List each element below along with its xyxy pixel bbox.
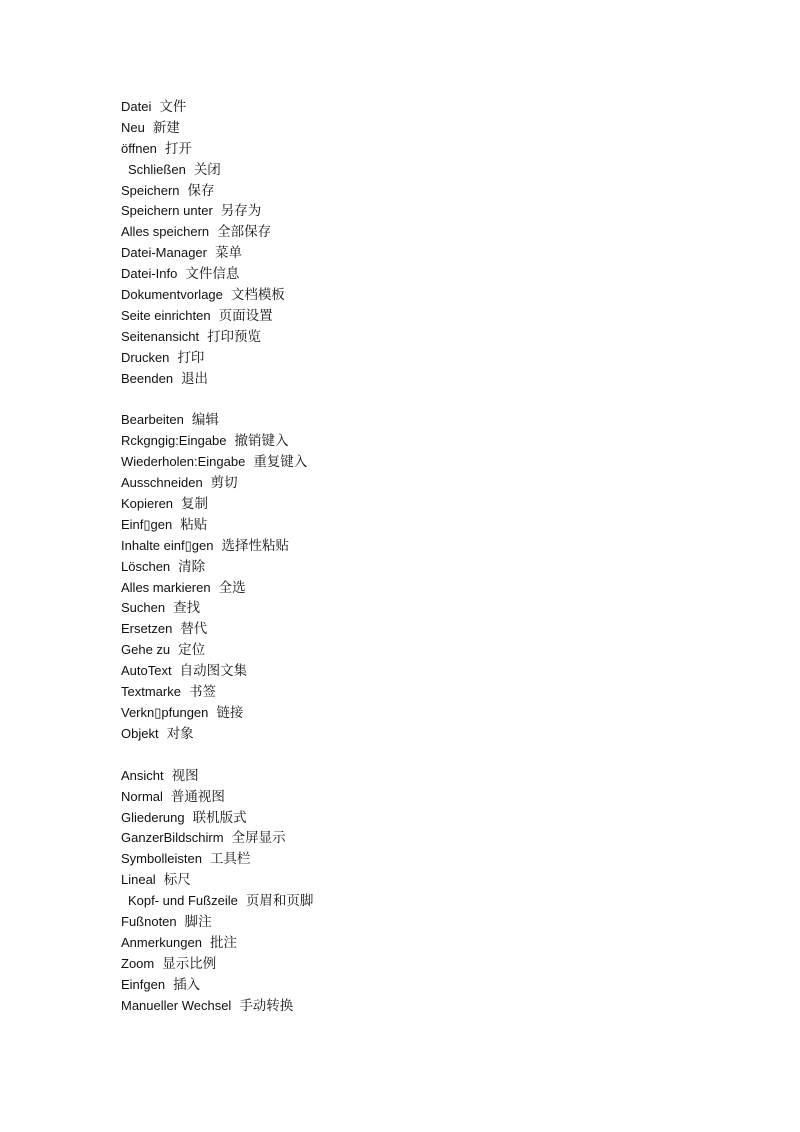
chinese-translation: 清除 bbox=[178, 558, 206, 575]
chinese-translation: 对象 bbox=[166, 725, 194, 742]
german-term: Seitenansicht bbox=[121, 328, 200, 344]
chinese-translation: 粘贴 bbox=[180, 516, 208, 533]
glossary-entry bbox=[121, 703, 721, 724]
glossary-entry bbox=[121, 682, 721, 703]
chinese-translation: 查找 bbox=[173, 600, 201, 617]
glossary-entry bbox=[121, 954, 721, 975]
german-term: Normal bbox=[121, 788, 163, 804]
chinese-translation: 显示比例 bbox=[162, 955, 217, 972]
chinese-translation: 工具栏 bbox=[209, 851, 251, 868]
glossary-entry bbox=[121, 264, 721, 285]
german-term: Manueller Wechsel bbox=[121, 997, 232, 1013]
glossary-entry bbox=[121, 243, 721, 264]
glossary-entry bbox=[121, 640, 721, 661]
glossary-entry bbox=[121, 996, 721, 1017]
german-term: Drucken bbox=[121, 349, 170, 365]
german-term: Beenden bbox=[121, 370, 174, 386]
glossary-entry bbox=[121, 870, 721, 891]
german-term: Zoom bbox=[121, 955, 155, 971]
german-term: Suchen bbox=[121, 600, 166, 616]
chinese-translation: 自动图文集 bbox=[179, 663, 248, 680]
glossary-entry bbox=[121, 285, 721, 306]
chinese-translation: 书签 bbox=[188, 684, 216, 701]
glossary-entry bbox=[121, 787, 721, 808]
german-term: Seite einrichten bbox=[121, 307, 211, 323]
glossary-entry bbox=[121, 891, 721, 912]
chinese-translation: 关闭 bbox=[193, 161, 221, 178]
glossary-document bbox=[121, 97, 721, 1016]
glossary-entry bbox=[121, 578, 721, 599]
glossary-entry bbox=[121, 598, 721, 619]
glossary-entry bbox=[121, 849, 721, 870]
chinese-translation: 全部保存 bbox=[217, 224, 272, 241]
german-term: Inhalte einf▯gen bbox=[121, 537, 214, 553]
german-term: Ersetzen bbox=[121, 621, 173, 637]
german-term: Einf▯gen bbox=[121, 516, 173, 532]
chinese-translation: 剪切 bbox=[210, 475, 238, 492]
german-term: Objekt bbox=[121, 725, 159, 741]
chinese-translation: 文件 bbox=[159, 99, 187, 115]
chinese-translation: 打印预览 bbox=[207, 328, 262, 345]
glossary-section bbox=[121, 97, 721, 389]
chinese-translation: 链接 bbox=[216, 704, 244, 721]
german-term: Ausschneiden bbox=[121, 475, 203, 491]
german-term: Datei-Manager bbox=[121, 245, 207, 261]
chinese-translation: 保存 bbox=[187, 182, 215, 199]
chinese-translation: 标尺 bbox=[163, 872, 191, 889]
chinese-translation: 页眉和页脚 bbox=[245, 893, 314, 910]
chinese-translation: 视图 bbox=[171, 767, 199, 784]
glossary-entry bbox=[121, 619, 721, 640]
chinese-translation: 选择性粘贴 bbox=[221, 537, 289, 554]
german-term: Löschen bbox=[121, 558, 171, 574]
chinese-translation: 菜单 bbox=[215, 245, 242, 262]
chinese-translation: 手动转换 bbox=[239, 997, 294, 1014]
glossary-entry bbox=[121, 410, 721, 431]
glossary-entry bbox=[121, 494, 721, 515]
glossary-entry bbox=[121, 160, 721, 181]
german-term: Speichern unter bbox=[121, 203, 213, 219]
german-term: Schließen bbox=[128, 161, 186, 177]
chinese-translation: 退出 bbox=[181, 370, 209, 387]
german-term: Lineal bbox=[121, 872, 156, 888]
glossary-entry bbox=[121, 327, 721, 348]
glossary-entry bbox=[121, 431, 721, 452]
glossary-entry bbox=[121, 139, 721, 160]
glossary-entry bbox=[121, 452, 721, 473]
german-term: Datei-Info bbox=[121, 266, 178, 282]
glossary-entry bbox=[121, 536, 721, 557]
german-term: Dokumentvorlage bbox=[121, 287, 223, 303]
glossary-entry bbox=[121, 724, 721, 745]
german-term: AutoText bbox=[121, 663, 172, 679]
german-term: Wiederholen:Eingabe bbox=[121, 454, 246, 470]
glossary-entry bbox=[121, 515, 721, 536]
chinese-translation: 撤销键入 bbox=[234, 433, 289, 450]
chinese-translation: 全屏显示 bbox=[231, 830, 286, 847]
glossary-entry bbox=[121, 222, 721, 243]
german-term: Kopf- und Fußzeile bbox=[128, 893, 238, 909]
german-term: GanzerBildschirm bbox=[121, 830, 224, 846]
chinese-translation: 页面设置 bbox=[218, 307, 273, 324]
glossary-section bbox=[121, 410, 721, 744]
chinese-translation: 替代 bbox=[180, 621, 208, 638]
glossary-entry bbox=[121, 766, 721, 787]
chinese-translation: 打开 bbox=[164, 140, 192, 157]
glossary-entry bbox=[121, 97, 721, 118]
german-term: Speichern bbox=[121, 182, 180, 198]
glossary-entry bbox=[121, 181, 721, 202]
chinese-translation: 插入 bbox=[173, 976, 201, 993]
chinese-translation: 另存为 bbox=[220, 203, 262, 220]
german-term: Textmarke bbox=[121, 684, 181, 700]
chinese-translation: 文件信息 bbox=[185, 266, 240, 283]
german-term: Fußnoten bbox=[121, 913, 177, 929]
chinese-translation: 复制 bbox=[181, 496, 209, 513]
glossary-entry bbox=[121, 557, 721, 578]
glossary-entry bbox=[121, 369, 721, 390]
glossary-entry bbox=[121, 933, 721, 954]
german-term: Kopieren bbox=[121, 496, 174, 512]
german-term: Rckgngig:Eingabe bbox=[121, 433, 227, 449]
german-term: Alles markieren bbox=[121, 579, 211, 595]
german-term: Ansicht bbox=[121, 767, 164, 783]
glossary-entry bbox=[121, 912, 721, 933]
chinese-translation: 定位 bbox=[178, 642, 206, 659]
german-term: Datei bbox=[121, 99, 152, 114]
glossary-entry bbox=[121, 306, 721, 327]
german-term: öffnen bbox=[121, 140, 157, 156]
german-term: Verkn▯pfungen bbox=[121, 704, 209, 720]
chinese-translation: 联机版式 bbox=[192, 809, 247, 826]
chinese-translation: 编辑 bbox=[191, 412, 219, 429]
german-term: Bearbeiten bbox=[121, 412, 184, 428]
chinese-translation: 打印 bbox=[177, 349, 205, 366]
german-term: Neu bbox=[121, 119, 145, 135]
chinese-translation: 文档模板 bbox=[230, 287, 285, 304]
glossary-entry bbox=[121, 118, 721, 139]
chinese-translation: 脚注 bbox=[184, 913, 212, 930]
chinese-translation: 新建 bbox=[152, 119, 180, 136]
glossary-entry bbox=[121, 661, 721, 682]
chinese-translation: 全选 bbox=[218, 579, 246, 596]
glossary-entry bbox=[121, 808, 721, 829]
glossary-section bbox=[121, 766, 721, 1017]
german-term: Anmerkungen bbox=[121, 934, 202, 950]
german-term: Symbolleisten bbox=[121, 851, 202, 867]
german-term: Einfgen bbox=[121, 976, 166, 992]
chinese-translation: 普通视图 bbox=[170, 788, 225, 805]
chinese-translation: 批注 bbox=[209, 934, 237, 951]
glossary-entry bbox=[121, 348, 721, 369]
german-term: Alles speichern bbox=[121, 224, 210, 240]
glossary-entry bbox=[121, 201, 721, 222]
glossary-entry bbox=[121, 975, 721, 996]
german-term: Gliederung bbox=[121, 809, 185, 825]
glossary-entry bbox=[121, 473, 721, 494]
german-term: Gehe zu bbox=[121, 642, 171, 658]
chinese-translation: 重复键入 bbox=[253, 454, 308, 471]
glossary-entry bbox=[121, 828, 721, 849]
